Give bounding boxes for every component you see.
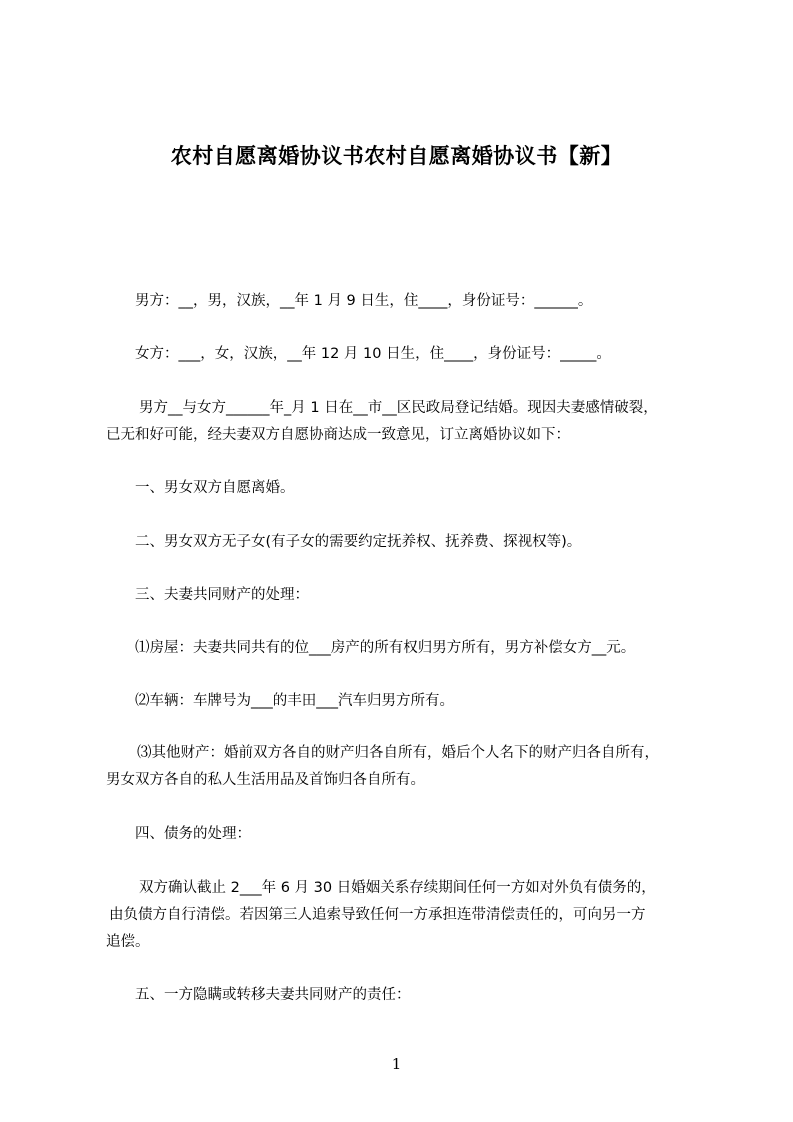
clause-1 bbox=[106, 475, 706, 502]
text-line: 双方确认截止 2___年 6 月 30 日婚姻关系存续期间任何一方如对外负有债务的， bbox=[139, 880, 656, 896]
text-line: 三、夫妻共同财产的处理： bbox=[135, 587, 309, 603]
paragraph-female-party bbox=[106, 341, 706, 368]
page-number: 1 bbox=[391, 1055, 402, 1073]
text-line: 男方：__，男，汉族，__年 1 月 9 日生，住____，身份证号：______。 bbox=[135, 293, 593, 309]
text-line: 已无和好可能，经夫妻双方自愿协商达成一致意见，订立离婚协议如下： bbox=[106, 427, 570, 443]
document-title: 农村自愿离婚协议书农村自愿离婚协议书【新】 bbox=[170, 144, 623, 168]
text-line: ⑴房屋：夫妻共同共有的位___房产的所有权归男方所有，男方补偿女方__元。 bbox=[135, 640, 636, 656]
text-line: 男女双方各自的私人生活用品及首饰归各自所有。 bbox=[106, 772, 425, 788]
text-line: 四、债务的处理： bbox=[135, 826, 251, 842]
clause-3 bbox=[106, 582, 706, 609]
clause-3-item-vehicle bbox=[106, 688, 706, 715]
text-line: ⑶其他财产：婚前双方各自的财产归各自所有，婚后个人名下的财产归各自所有， bbox=[137, 745, 659, 761]
clause-2 bbox=[106, 529, 706, 556]
clause-3-item-other bbox=[106, 740, 706, 794]
text-line: 由负债方自行清偿。若因第三人追索导致任何一方承担连带清偿责任的，可向另一方 bbox=[109, 907, 646, 923]
clause-4-debt-text bbox=[106, 875, 706, 956]
text-line: 一、男女双方自愿离婚。 bbox=[135, 480, 295, 496]
paragraph-marriage-info bbox=[106, 395, 706, 449]
clause-3-item-house bbox=[106, 635, 706, 662]
text-line: 女方：___，女，汉族，__年 12 月 10 日生，住____，身份证号：_____。 bbox=[135, 346, 611, 362]
clause-4 bbox=[106, 821, 706, 848]
text-line: 男方__与女方______年_月 1 日在__市__区民政局登记结婚。现因夫妻感情破裂， bbox=[139, 400, 658, 416]
text-line: 五、一方隐瞒或转移夫妻共同财产的责任： bbox=[135, 987, 411, 1003]
text-line: 二、男女双方无子女(有子女的需要约定抚养权、抚养费、探视权等)。 bbox=[135, 534, 582, 550]
text-line: ⑵车辆：车牌号为___的丰田___汽车归男方所有。 bbox=[135, 693, 454, 709]
text-line: 追偿。 bbox=[106, 934, 150, 950]
clause-5 bbox=[106, 982, 706, 1009]
paragraph-male-party bbox=[106, 288, 706, 315]
